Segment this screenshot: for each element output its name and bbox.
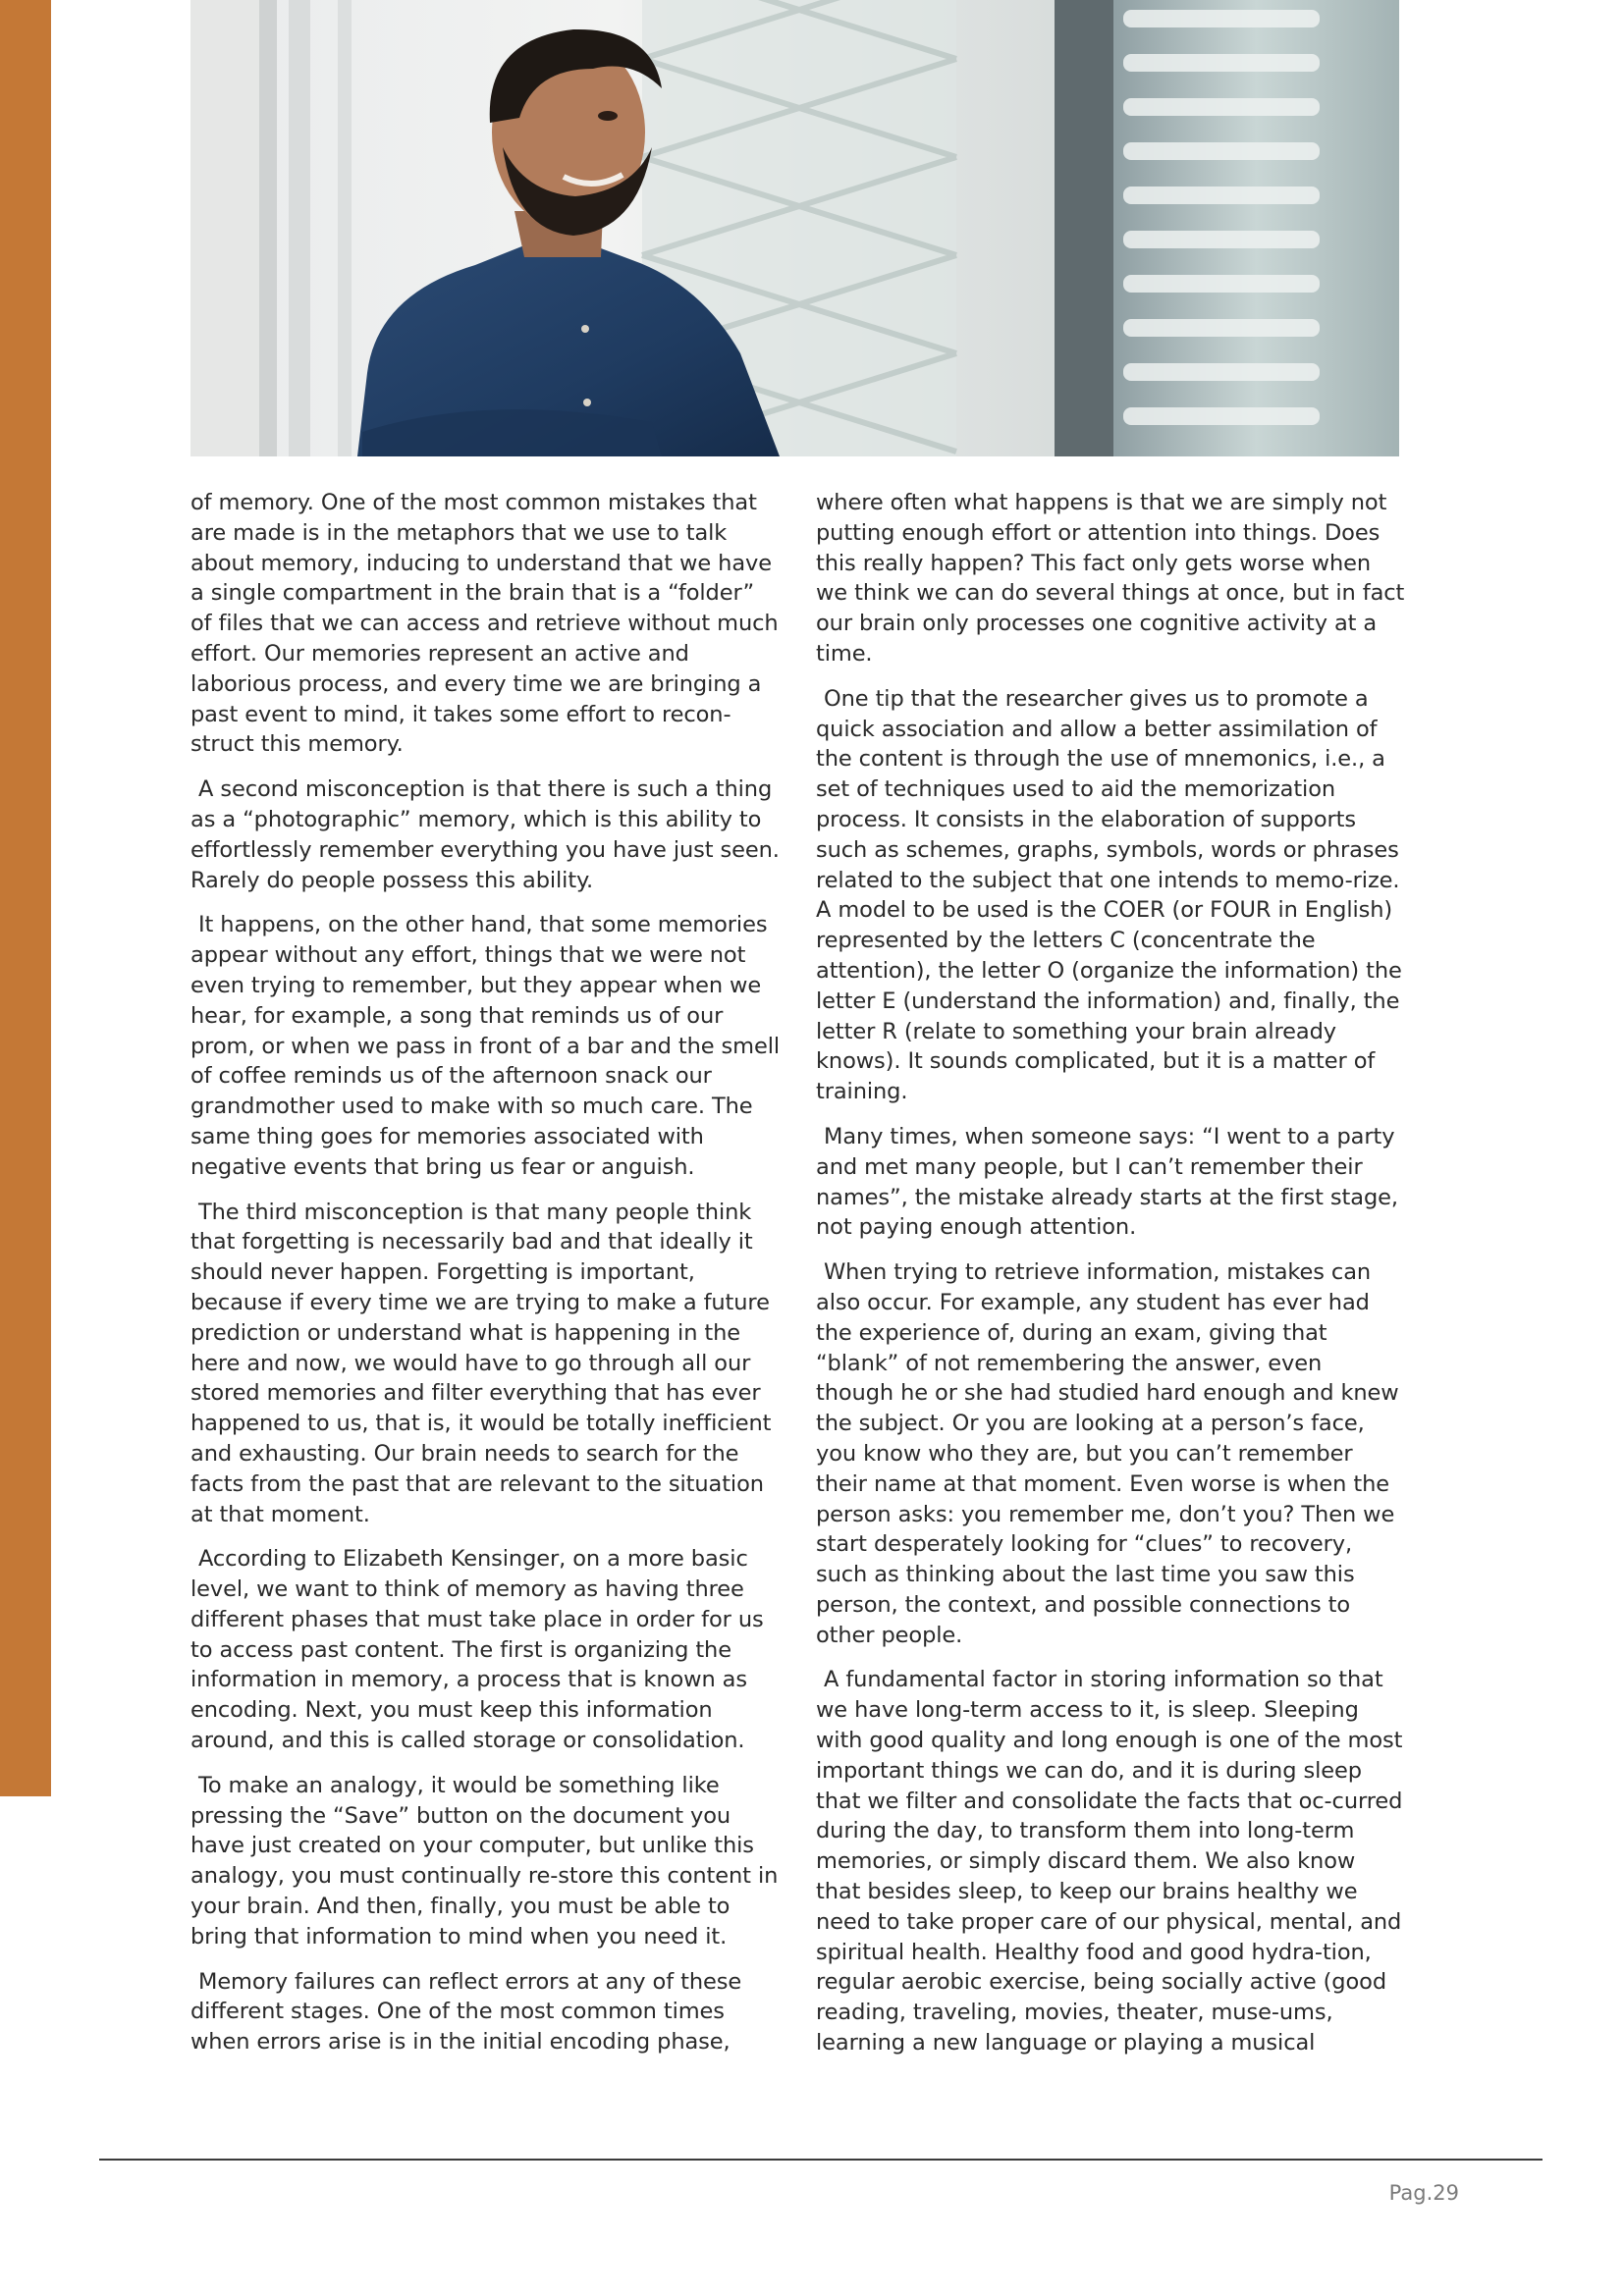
body-paragraph: When trying to retrieve information, mistakes can also occur. For example, any student has ever had the experience of, during an exam, giving that “blank” of not remembering the answer, even though he or she had studied hard enough and knew the subject. Or you are looking at a person’s face, you know who they are, but you can’t remember their name at that moment. Even worse is when the person asks: you remember me, don’t you? Then we start desperately looking for “clues” to recovery, such as thinking about the last time you saw this person, the context, and possible connections to other people.	[816, 1259, 1399, 1648]
body-paragraph: where often what happens is that we are simply not putting enough effort or attention into things. Does this really happen? This fact only gets worse when we think we can do several things at once, but in fact our brain only processes one cognitive activity at a time.	[816, 490, 1405, 667]
body-paragraph: It happens, on the other hand, that some memories appear without any effort, things that we were not even trying to remember, but they appear when we hear, for example, a song that reminds us of our prom, or when we pass in front of a bar and the smell of coffee reminds us of the afternoon snack our grandmother used to make with so much care. The same thing goes for memories associated with negative events that bring us fear or anguish.	[190, 912, 781, 1180]
body-paragraph: According to Elizabeth Kensinger, on a more basic level, we want to think of memory as having three different phases that must take place in order for us to access past content. The first is organizing the information in memory, a process that is known as encoding. Next, you must keep this information around, and this is called storage or consolidation.	[190, 1546, 764, 1754]
body-paragraph: Many times, when someone says: “I went to a party and met many people, but I can’t remember their names”, the mistake already starts at the first stage, not paying enough attention.	[816, 1123, 1398, 1241]
body-paragraph: A second misconception is that there is such a thing as a “photographic” memory, which is this ability to effortlessly remember everything you have just seen. Rarely do people possess this ability.	[190, 776, 780, 893]
accent-sidebar-stripe	[0, 0, 51, 1796]
man-with-buildings-illustration	[190, 0, 1399, 456]
text-column-right	[816, 488, 1405, 2073]
body-paragraph: One tip that the researcher gives us to promote a quick association and allow a better assimilation of the content is through the use of mnemonics, i.e., a set of techniques used to aid the memorization process. It consists in the elaboration of supports such as schemes, graphs, symbols, words or phrases related to the subject that one intends to memo-rize. A model to be used is the COER (or FOUR in English) represented by the letters C (concentrate the attention), the letter O (organize the information) the letter E (understand the information) and, finally, the letter R (relate to something your brain already knows). It sounds complicated, but it is a matter of training.	[816, 685, 1402, 1105]
body-paragraph: Memory failures can reflect errors at any of these different stages. One of the most common times when errors arise is in the initial encoding phase,	[190, 1968, 742, 2056]
body-paragraph: The third misconception is that many people think that forgetting is necessarily bad and that ideally it should never happen. Forgetting is important, because if every time we are trying to make a future prediction or understand what is happening in the here and now, we would have to go through all our stored memories and filter everything that has ever happened to us, that is, it would be totally inefficient and exhausting. Our brain needs to search for the facts from the past that are relevant to the situation at that moment.	[190, 1199, 772, 1527]
footer-divider	[99, 2159, 1543, 2161]
body-paragraph: of memory. One of the most common mistakes that are made is in the metaphors that we use to talk about memory, inducing to understand that we have a single compartment in the brain that is a “folder” of files that we can access and retrieve without much effort. Our memories represent an active and laborious process, and every time we are bringing a past event to mind, it takes some effort to recon-struct this memory.	[190, 490, 779, 758]
text-column-left	[190, 488, 780, 2072]
body-paragraph: To make an analogy, it would be something like pressing the “Save” button on the document you have just created on your computer, but unlike this analogy, you must continually re-store this content in your brain. And then, finally, you must be able to bring that information to mind when you need it.	[190, 1772, 779, 1949]
page-number: Pag.29	[1388, 2181, 1459, 2205]
article-photo	[190, 0, 1399, 456]
body-paragraph: A fundamental factor in storing information so that we have long-term access to it, is sleep. Sleeping with good quality and long enough is one of the most important things we can do, and it is during sleep that we filter and consolidate the facts that oc-curred during the day, to transform them into long-term memories, or simply discard them. We also know that besides sleep, to keep our brains healthy we need to take proper care of our physical, mental, and spiritual health. Healthy food and good hydra-tion, regular aerobic exercise, being socially active (good reading, traveling, movies, theater, muse-ums, learning a new language or playing a musical	[816, 1667, 1403, 2056]
